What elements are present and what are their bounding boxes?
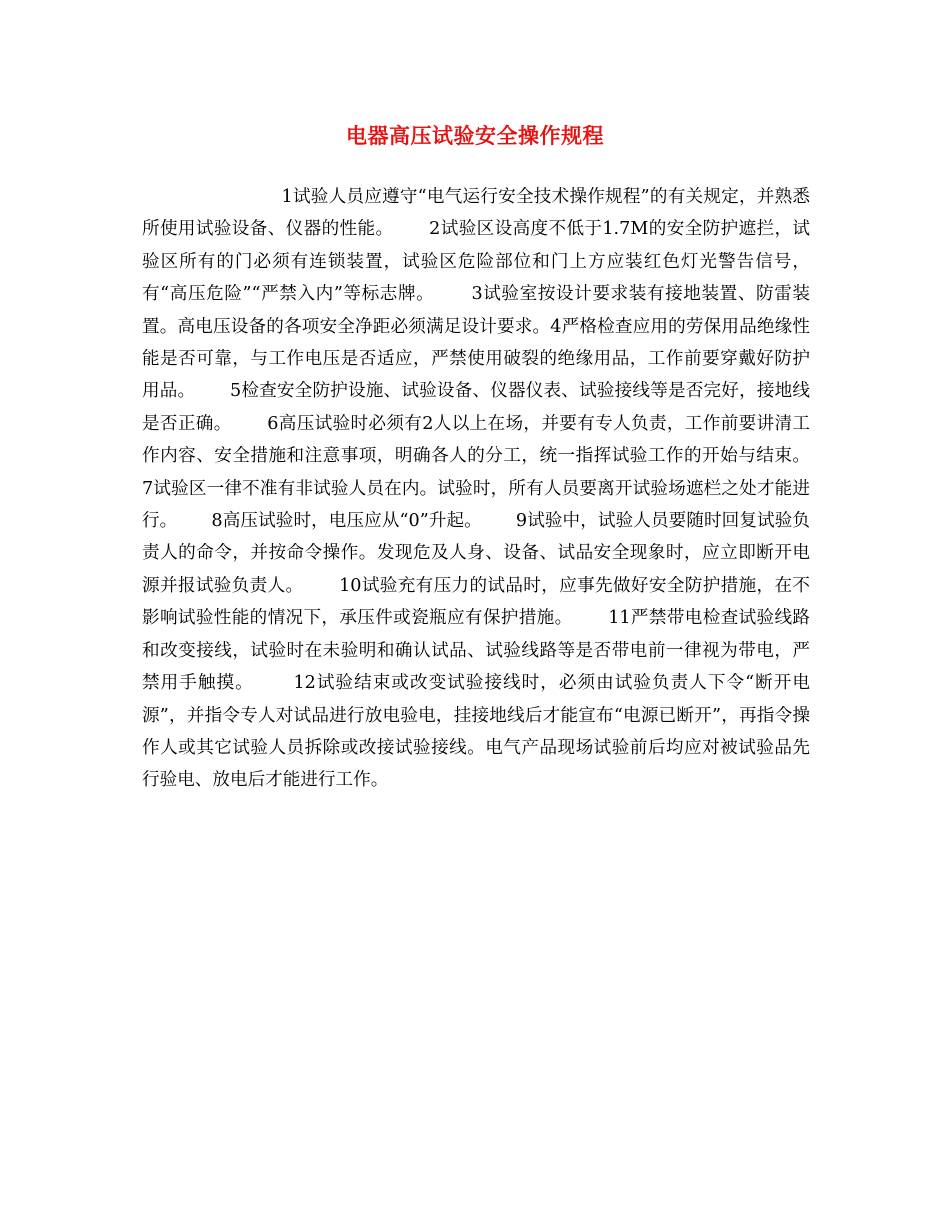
document-body-paragraph: 1试验人员应遵守“电气运行安全技术操作规程”的有关规定，并熟悉所使用试验设备、仪器的性能。 2试验区设高度不低于1.7M的安全防护遮拦，试验区所有的门必须有连锁装置，试验区危险部位和门上方应装红色灯光警告信号，有“高压危险”“严禁入内”等标志牌。 3试验室按设计要求装有接地装置、防雷装置。高电压设备的各项安全净距必须满足设计要求。4严格检查应用的劳保用品绝缘性能是否可靠，与工作电压是否适应，严禁使用破裂的绝缘用品，工作前要穿戴好防护用品。 5检查安全防护设施、试验设备、仪器仪表、试验接线等是否完好，接地线是否正确。 6高压试验时必须有2人以上在场，并要有专人负责，工作前要讲清工作内容、安全措施和注意事项，明确各人的分工，统一指挥试验工作的开始与结束。 7试验区一律不准有非试验人员在内。试验时，所有人员要离开试验场遮栏之处才能进行。 8高压试验时，电压应从“0”升起。 9试验中，试验人员要随时回复试验负责人的命令，并按命令操作。发现危及人身、设备、试品安全现象时，应立即断开电源并报试验负责人。 10试验充有压力的试品时，应事先做好安全防护措施，在不影响试验性能的情况下，承压件或瓷瓶应有保护措施。 11严禁带电检查试验线路和改变接线，试验时在未验明和确认试品、试验线路等是否带电前一律视为带电，严禁用手触摸。 12试验结束或改变试验接线时，必须由试验负责人下令“断开电源”，并指令专人对试品进行放电验电，挂接地线后才能宣布“电源已断开”，再指令操作人或其它试验人员拆除或改接试验接线。电气产品现场试验前后均应对被试验品先行验电、放电后才能进行工作。 xyxy=(142,187,844,791)
document-title: 电器高压试验安全操作规程 xyxy=(346,123,604,148)
